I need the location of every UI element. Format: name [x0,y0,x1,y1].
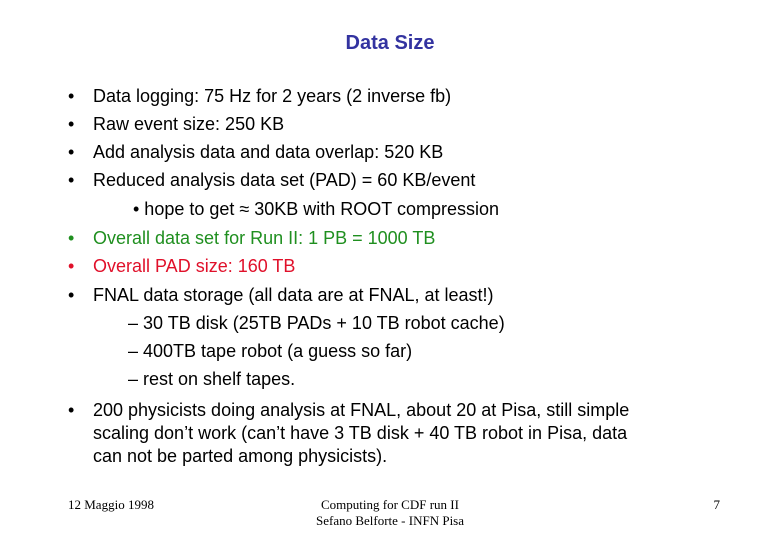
dash-item-disk: – 30 TB disk (25TB PADs + 10 TB robot cache) [128,313,505,333]
bullet-icon: • [68,285,75,305]
footer-author: Sefano Belforte - INFN Pisa [315,513,465,528]
bullet-icon: • [68,400,75,420]
footer-title: Computing for CDF run II [321,497,459,512]
footer-date: 12 Maggio 1998 [68,497,154,512]
bullet-icon: • [68,256,75,276]
footer-center [290,497,490,529]
bullet-physicists-line1: 200 physicists doing analysis at FNAL, about 20 at Pisa, still simple [93,400,630,420]
bullet-icon: • [68,170,75,190]
slide-title: Data Size [345,32,435,54]
page-number: 7 [713,497,720,512]
subbullet-root-compression: • hope to get ≈ 30KB with ROOT compression [133,199,500,219]
dash-item-shelf-tapes: – rest on shelf tapes. [128,369,296,389]
bullet-icon: • [68,86,75,106]
bullet-physicists-line3: can not be parted among physicists). [93,446,388,466]
bullet-data-logging: Data logging: 75 Hz for 2 years (2 inverse fb) [93,86,452,106]
bullet-raw-event-size: Raw event size: 250 KB [93,114,285,134]
bullet-overall-pad-size: Overall PAD size: 160 TB [93,256,296,276]
bullet-physicists-line2: scaling don’t work (can’t have 3 TB disk + 40 TB robot in Pisa, data [93,423,628,443]
bullet-icon: • [68,142,75,162]
dash-item-tape-robot: – 400TB tape robot (a guess so far) [128,341,413,361]
bullet-icon: • [68,114,75,134]
bullet-analysis-data: Add analysis data and data overlap: 520 KB [93,142,444,162]
bullet-reduced-data-set: Reduced analysis data set (PAD) = 60 KB/event [93,170,476,190]
bullet-fnal-storage: FNAL data storage (all data are at FNAL, at least!) [93,285,494,305]
bullet-icon: • [68,228,75,248]
bullet-overall-data-set: Overall data set for Run II: 1 PB = 1000 TB [93,228,436,248]
